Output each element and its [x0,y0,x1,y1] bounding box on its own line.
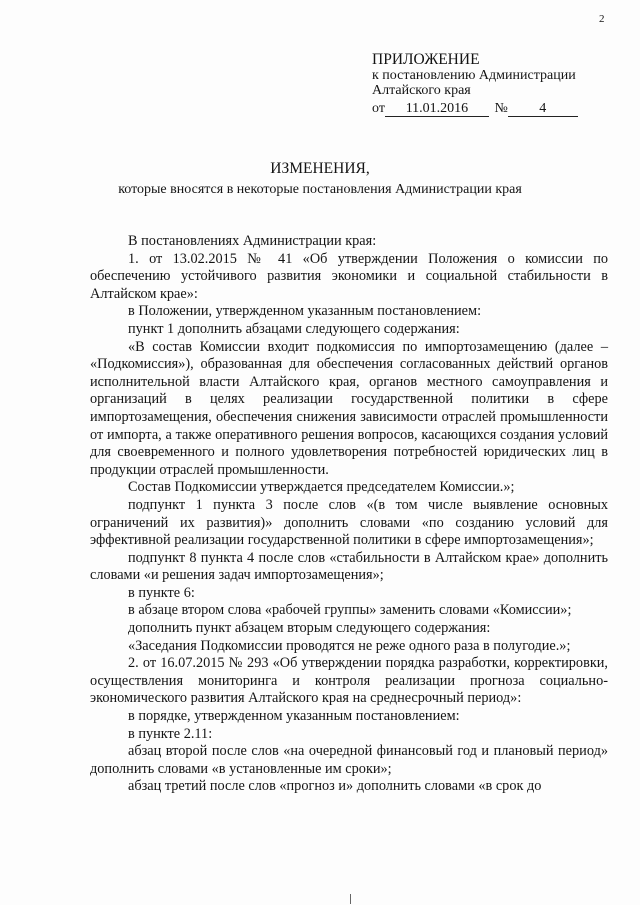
appendix-date-row [372,101,634,117]
page-number: 2 [599,13,605,25]
paragraph: дополнить пункт абзацем вторым следующего содержания: [128,620,491,637]
number-field [508,102,578,117]
date-value: 11.01.2016 [405,101,469,116]
paragraph: «В состав Комиссии входит подкомиссия по импортозамещению (далее – «Подкомиссия»), образованная для обеспечения согласованных действий органов исполнительной власти Алтайского края, органов местного самоуправления и организаций в целях реализации государственной политики в сфере импортозамещения, обеспечения снижения зависимости отраслей промышленности от импорта, а также оперативного решения вопросов, касающихся создания условий для своевременного и полного удовлетворения потребностей юридических лиц в продукции отраслей промышленности. [90,338,608,478]
date-field [385,102,489,117]
paragraph: подпункт 1 пункта 3 после слов «(в том числе выявление основных ограничений их развития)» дополнить словами «по созданию условий для эффективной реализации государственной политики в сфере импортозамещения»; [90,496,608,549]
paragraph: абзац второй после слов «на очередной финансовый год и плановый период» дополнить словами «в установленные им сроки»; [90,743,608,777]
paragraph: В постановлениях Администрации края: [128,233,377,249]
paragraph: 1. от 13.02.2015 № 41 «Об утверждении Положения о комиссии по обеспечению устойчивого развития экономики и социальной стабильности в Алтайском крае»: [90,250,608,302]
scan-mark [350,894,351,904]
paragraph: пункт 1 дополнить абзацами следующего содержания: [128,320,460,337]
document-title: ИЗМЕНЕНИЯ, [270,160,370,177]
paragraph: подпункт 8 пункта 4 после слов «стабильности в Алтайском крае» дополнить словами «и решения задач импортозамещения»; [90,549,608,584]
paragraph: Состав Подкомиссии утверждается председателем Комиссии.»; [128,479,515,496]
number-value: 4 [539,101,547,116]
paragraph: «Заседания Подкомиссии проводятся не реже одного раза в полугодие.»; [128,637,571,654]
paragraph: в пункте 6: [128,584,195,601]
appendix-line-1: к постановлению Администрации [372,68,576,83]
number-sign: № [494,101,508,116]
paragraph: абзац третий после слов «прогноз и» дополнить словами «в срок до [128,778,542,795]
document-subtitle: которые вносятся в некоторые постановления Администрации края [118,182,522,197]
paragraph: 2. от 16.07.2015 № 293 «Об утверждении порядка разработки, корректировки, осуществления мониторинга и контроля реализации прогноза социально-экономического развития Алтайского края на среднесрочный период»: [90,655,608,707]
document-body [90,233,608,796]
appendix-title: ПРИЛОЖЕНИЕ [372,51,480,68]
paragraph: в абзаце втором слова «рабочей группы» заменить словами «Комиссии»; [128,602,572,619]
date-prefix: от [372,101,385,116]
paragraph: в Положении, утвержденном указанным постановлением: [128,303,482,320]
paragraph: в пункте 2.11: [128,725,213,742]
appendix-line-2: Алтайского края [372,83,471,98]
paragraph: в порядке, утвержденном указанным постановлением: [128,708,460,725]
appendix-block [372,51,634,117]
